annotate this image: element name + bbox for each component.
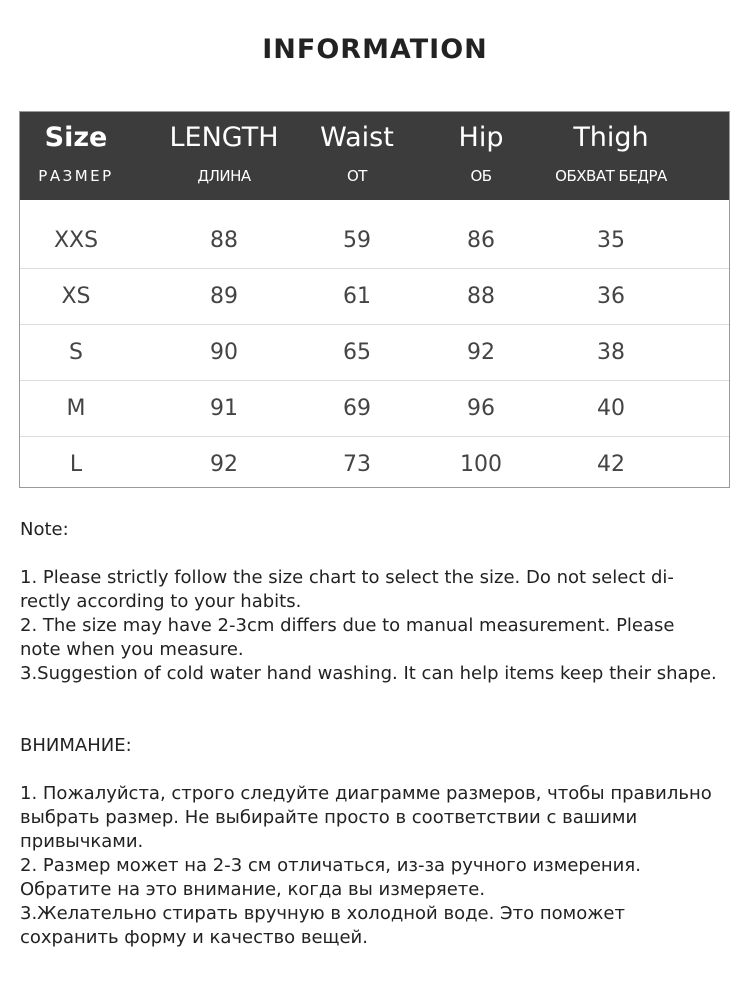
table-row bbox=[20, 324, 729, 380]
header-hip bbox=[422, 112, 540, 200]
table-row bbox=[20, 380, 729, 436]
header-size-label: Size bbox=[44, 122, 108, 153]
header-size-label-ru: РАЗМЕР bbox=[38, 167, 114, 185]
size-cell: M bbox=[66, 396, 86, 421]
header-waist bbox=[298, 112, 416, 200]
hip-cell: 96 bbox=[467, 396, 495, 421]
waist-cell: 69 bbox=[343, 396, 371, 421]
thigh-cell: 42 bbox=[597, 452, 625, 477]
length-cell: 89 bbox=[210, 284, 238, 309]
header-size bbox=[20, 112, 132, 200]
thigh-cell: 36 bbox=[597, 284, 625, 309]
waist-cell: 61 bbox=[343, 284, 371, 309]
waist-cell: 59 bbox=[343, 228, 371, 253]
header-thigh-label: Thigh bbox=[573, 122, 649, 153]
size-cell: L bbox=[69, 452, 83, 477]
note-item: 3.Suggestion of cold water hand washing. It can help items keep their shape. bbox=[20, 663, 717, 684]
waist-cell: 65 bbox=[343, 340, 371, 365]
header-hip-label: Hip bbox=[458, 122, 504, 153]
header-waist-label-ru: ОТ bbox=[347, 167, 367, 185]
warning-heading: ВНИМАНИЕ: bbox=[20, 735, 132, 756]
hip-cell: 100 bbox=[460, 452, 502, 477]
table-row bbox=[20, 436, 729, 492]
length-cell: 90 bbox=[210, 340, 238, 365]
header-thigh bbox=[540, 112, 682, 200]
page-title: INFORMATION bbox=[262, 34, 488, 65]
hip-cell: 92 bbox=[467, 340, 495, 365]
header-hip-label-ru: ОБ bbox=[470, 167, 492, 185]
table-header bbox=[20, 112, 729, 200]
size-cell: XXS bbox=[53, 228, 99, 253]
length-cell: 88 bbox=[210, 228, 238, 253]
hip-cell: 86 bbox=[467, 228, 495, 253]
table-row bbox=[20, 268, 729, 324]
size-chart-table bbox=[19, 111, 730, 488]
thigh-cell: 40 bbox=[597, 396, 625, 421]
hip-cell: 88 bbox=[467, 284, 495, 309]
header-length-label-ru: ДЛИНА bbox=[197, 167, 251, 185]
header-length bbox=[160, 112, 288, 200]
waist-cell: 73 bbox=[343, 452, 371, 477]
header-thigh-label-ru: ОБХВАТ БЕДРА bbox=[555, 167, 667, 185]
thigh-cell: 38 bbox=[597, 340, 625, 365]
note-item: 1. Please strictly follow the size chart to select the size. Do not select di-rectly according to your habits. bbox=[20, 567, 674, 612]
length-cell: 91 bbox=[210, 396, 238, 421]
notes-section bbox=[20, 518, 720, 950]
warning-item: 1. Пожалуйста, строго следуйте диаграмме размеров, чтобы правильно выбрать размер. Не выбирайте просто в соответствии с вашими привычками. bbox=[20, 783, 712, 852]
warning-item: 2. Размер может на 2-3 см отличаться, из-за ручного измерения. Обратите на это внимание, когда вы измеряете. bbox=[20, 855, 641, 900]
warning-item: 3.Желательно стирать вручную в холодной воде. Это поможет сохранить форму и качество вещей. bbox=[20, 903, 625, 948]
header-length-label: LENGTH bbox=[169, 122, 279, 153]
thigh-cell: 35 bbox=[597, 228, 625, 253]
table-row bbox=[20, 213, 729, 268]
note-item: 2. The size may have 2-3cm differs due to manual measurement. Please note when you measure. bbox=[20, 615, 675, 660]
size-cell: XS bbox=[61, 284, 91, 309]
note-heading: Note: bbox=[20, 519, 69, 540]
size-cell: S bbox=[69, 340, 83, 365]
header-waist-label: Waist bbox=[320, 122, 394, 153]
length-cell: 92 bbox=[210, 452, 238, 477]
